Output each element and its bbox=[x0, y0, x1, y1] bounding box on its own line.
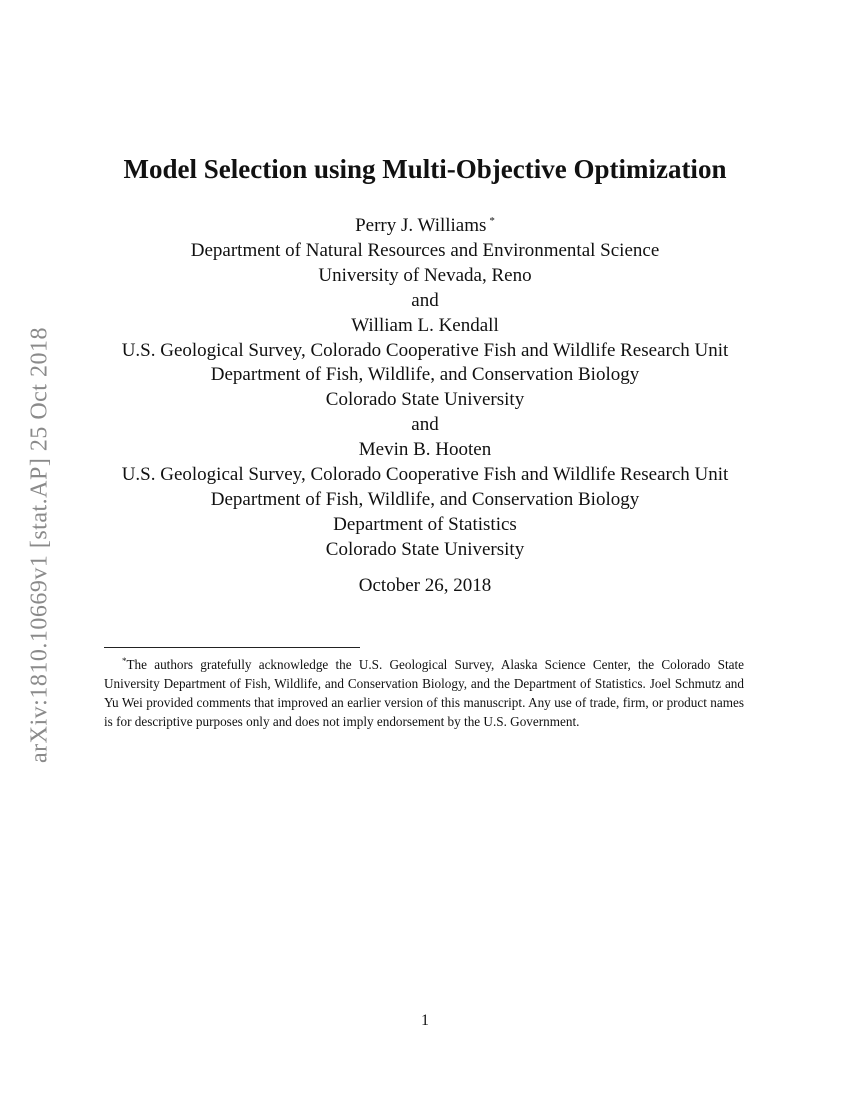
affiliation-line: Department of Statistics bbox=[333, 513, 517, 535]
footnote-divider bbox=[104, 647, 360, 648]
affiliation-line: Colorado State University bbox=[325, 389, 525, 411]
footnote-text: The authors gratefully acknowledge the U.S. Geological Survey, Alaska Science Center, the Colorado State University Department of Fish, Wildlife, and Conservation Biology, and the Department of Statistics. Joel Schmutz and Yu Wei provided comments that improved an earlier version of this manuscript. Any use of trade, firm, or product names is for descriptive purposes only and does not imply endorsement by the U.S. Government. bbox=[104, 657, 744, 729]
author-block bbox=[0, 209, 850, 563]
paper-title: Model Selection using Multi-Objective Optimization bbox=[123, 154, 727, 184]
affiliation-line: Department of Fish, Wildlife, and Conservation Biology bbox=[210, 488, 640, 510]
author-footnote-mark: * bbox=[489, 215, 495, 227]
author-separator: and bbox=[411, 414, 439, 436]
affiliation-line: U.S. Geological Survey, Colorado Cooperative Fish and Wildlife Research Unit bbox=[121, 339, 729, 361]
affiliation-line: Colorado State University bbox=[325, 538, 525, 560]
author-name-williams: Perry J. Williams * bbox=[355, 215, 495, 236]
affiliation-line: Department of Natural Resources and Environmental Science bbox=[190, 239, 660, 261]
affiliation-line: Department of Fish, Wildlife, and Conservation Biology bbox=[210, 364, 640, 386]
affiliation-line: University of Nevada, Reno bbox=[318, 264, 532, 286]
author-separator: and bbox=[411, 289, 439, 311]
arxiv-identifier-stamp: arXiv:1810.10669v1 [stat.AP] 25 Oct 2018 bbox=[26, 327, 53, 763]
author-name-kendall: William L. Kendall bbox=[351, 314, 499, 336]
affiliation-line: U.S. Geological Survey, Colorado Cooperative Fish and Wildlife Research Unit bbox=[121, 464, 729, 486]
footnote-mark: * bbox=[122, 656, 127, 666]
publication-date: October 26, 2018 bbox=[358, 575, 492, 596]
acknowledgement-footnote bbox=[104, 652, 744, 731]
author-name-hooten: Mevin B. Hooten bbox=[358, 439, 492, 461]
page-number: 1 bbox=[421, 1012, 429, 1029]
